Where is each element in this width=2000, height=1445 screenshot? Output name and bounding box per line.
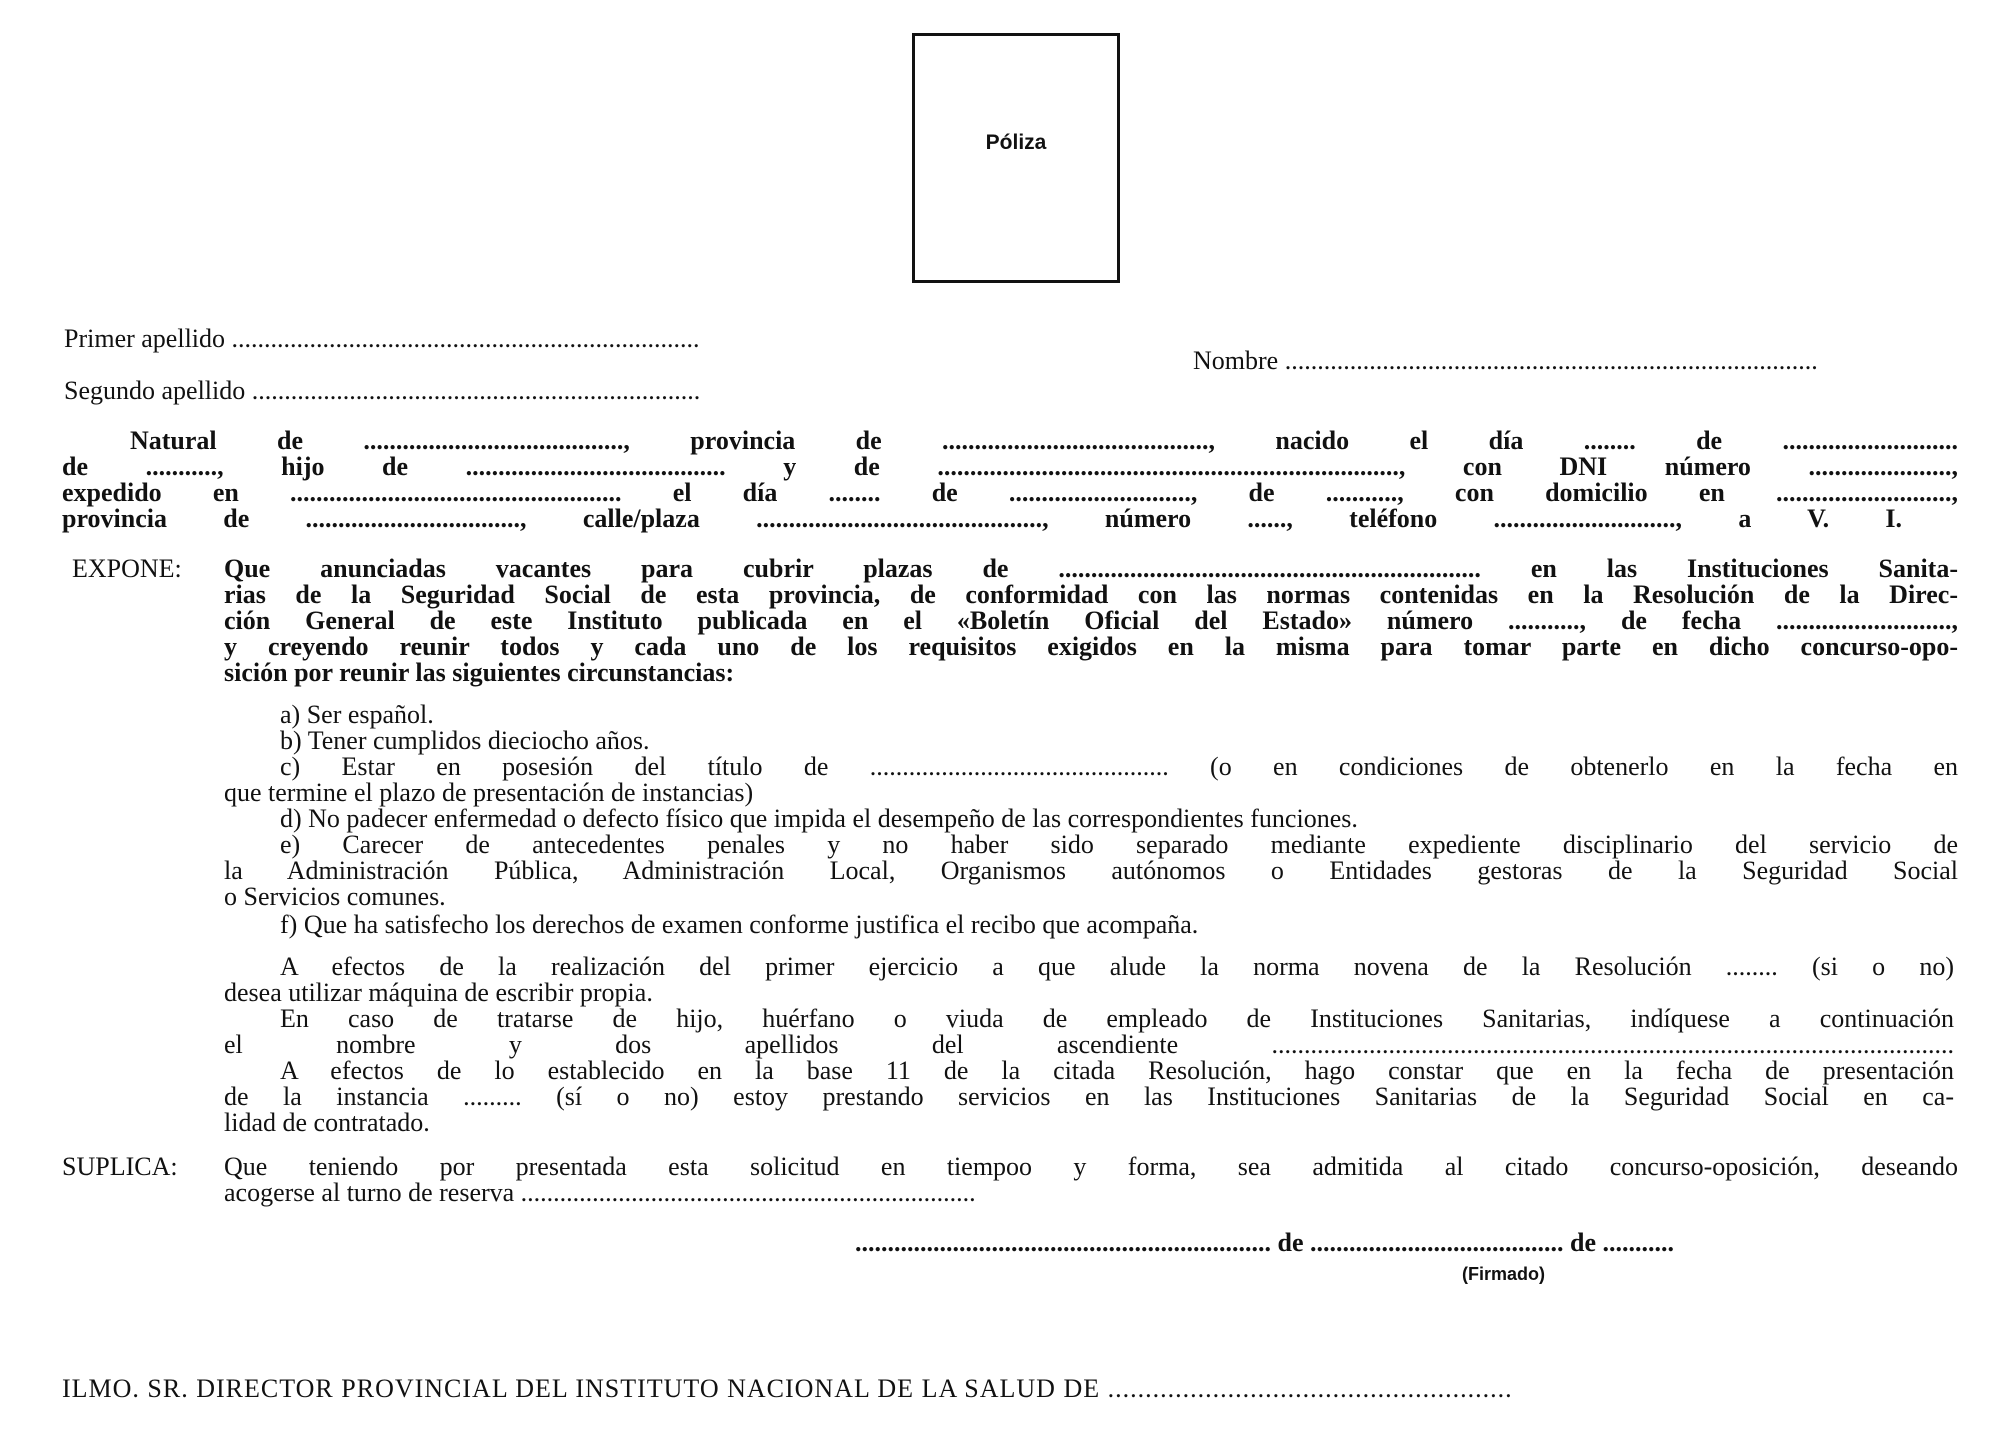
item-c-line-1: c) Estar en posesión del título de .............................................. (o en condiciones de obtenerlo en la fecha en — [280, 752, 1958, 781]
para-servicios-line-2: de la instancia ......... (sí o no) estoy prestando servicios en las Instituciones Sanitarias de la Seguridad Social en ca- — [224, 1082, 1954, 1111]
item-e-line-1: e) Carecer de antecedentes penales y no haber sido separado mediante expediente disciplinario del servicio de — [280, 830, 1958, 859]
item-c-line-2: que termine el plazo de presentación de instancias) — [224, 778, 754, 807]
firmado-label: (Firmado) — [1462, 1264, 1545, 1284]
para-ascendiente-line-1: En caso de tratarse de hijo, huérfano o viuda de empleado de Instituciones Sanitarias, indíquese a continuación — [280, 1004, 1954, 1033]
nombre-field: Nombre .................................................................................. — [1193, 346, 1818, 375]
poliza-stamp-box — [912, 33, 1120, 283]
personal-line-4: provincia de ................................., calle/plaza ............................................, número ......, teléfono ............................, a V. I. — [62, 504, 1902, 533]
expone-label: EXPONE: — [72, 554, 182, 583]
suplica-line-1: Que teniendo por presentada esta solicitud en tiempoo y forma, sea admitida al citado concurso-oposición, deseando — [224, 1152, 1958, 1181]
expone-line-1: Que anunciadas vacantes para cubrir plazas de ................................................................. en las Instituciones Sanita- — [224, 554, 1958, 583]
poliza-label: Póliza — [985, 131, 1047, 154]
item-a: a) Ser español. — [280, 700, 434, 729]
segundo-apellido-field: Segundo apellido ..................................................................... — [64, 376, 701, 405]
suplica-line-2: acogerse al turno de reserva ...................................................................... — [224, 1178, 976, 1207]
para-maquina-line-1: A efectos de la realización del primer ejercicio a que alude la norma novena de la Resolución ........ (si o no) — [280, 952, 1954, 981]
item-e-line-3: o Servicios comunes. — [224, 882, 446, 911]
expone-line-4: y creyendo reunir todos y cada uno de los requisitos exigidos en la misma para tomar parte en dicho concurso-opo- — [224, 632, 1958, 661]
para-maquina-line-2: desea utilizar máquina de escribir propia. — [224, 978, 653, 1007]
personal-line-3: expedido en ................................................... el día ........ de ............................, de ..........., con domicilio en ..........................., — [62, 478, 1958, 507]
personal-line-1: Natural de ........................................, provincia de ........................................., nacido el día ........ de ........................... — [130, 426, 1958, 455]
para-ascendiente-line-2: el nombre y dos apellidos del ascendiente ......................................................................................................... — [224, 1030, 1954, 1059]
para-servicios-line-3: lidad de contratado. — [224, 1108, 430, 1137]
expone-line-5: sición por reunir las siguientes circunstancias: — [224, 658, 735, 687]
para-servicios-line-1: A efectos de lo establecido en la base 11 de la citada Resolución, hago constar que en la fecha de presentación — [280, 1056, 1954, 1085]
item-e-line-2: la Administración Pública, Administración Local, Organismos autónomos o Entidades gestoras de la Seguridad Social — [224, 856, 1958, 885]
signature-date-line: ................................................................ de ....................................... de ........... — [855, 1228, 1674, 1257]
personal-line-2: de ..........., hijo de ........................................ y de ......................................................................., con DNI número ......................, — [62, 452, 1958, 481]
primer-apellido-field: Primer apellido ........................................................................ — [64, 324, 700, 353]
director-address-line: ILMO. SR. DIRECTOR PROVINCIAL DEL INSTITUTO NACIONAL DE LA SALUD DE ...................................................... — [62, 1374, 1513, 1403]
suplica-label: SUPLICA: — [62, 1152, 178, 1181]
item-b: b) Tener cumplidos dieciocho años. — [280, 726, 650, 755]
expone-line-2: rias de la Seguridad Social de esta provincia, de conformidad con las normas contenidas en la Resolución de la Direc- — [224, 580, 1958, 609]
item-f: f) Que ha satisfecho los derechos de examen conforme justifica el recibo que acompaña. — [280, 910, 1199, 939]
item-d: d) No padecer enfermedad o defecto físico que impida el desempeño de las correspondientes funciones. — [280, 804, 1358, 833]
expone-line-3: ción General de este Instituto publicada en el «Boletín Oficial del Estado» número ..........., de fecha ..........................., — [224, 606, 1958, 635]
